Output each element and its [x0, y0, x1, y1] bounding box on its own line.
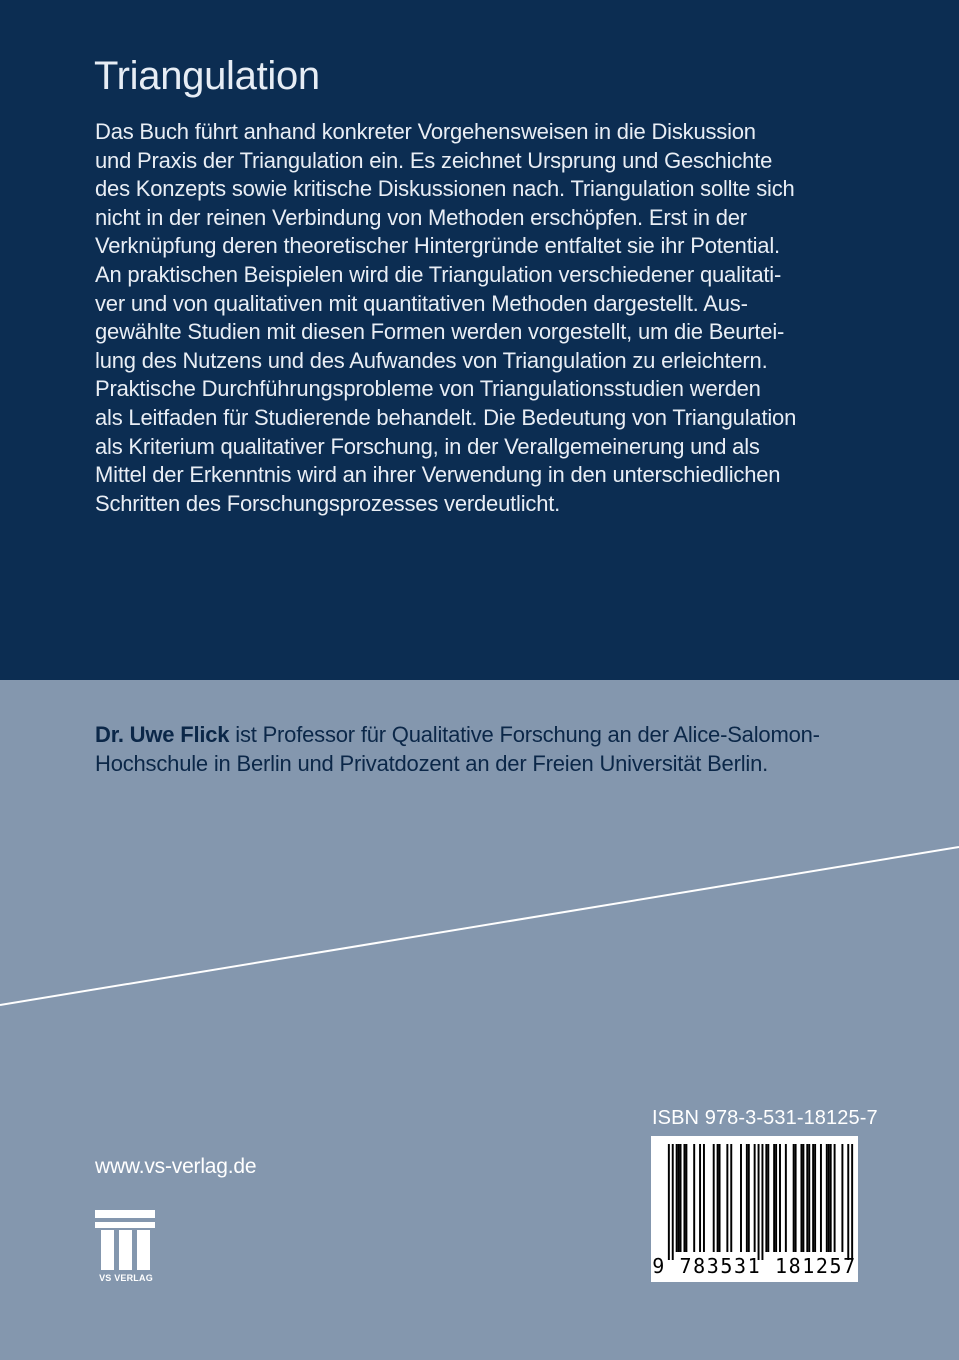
barcode-bar — [758, 1144, 760, 1260]
description-line: ver und von qualitativen mit quantitativen Methoden dargestellt. Aus- — [95, 290, 748, 316]
barcode-bar — [779, 1144, 781, 1252]
barcode-bar — [748, 1144, 750, 1252]
description-line: nicht in der reinen Verbindung von Methoden erschöpfen. Erst in der — [95, 204, 747, 230]
barcode-bar — [678, 1144, 680, 1252]
barcode-bar — [775, 1144, 777, 1252]
barcode-bar — [754, 1144, 756, 1252]
barcode-bar — [740, 1144, 742, 1252]
description-line: Mittel der Erkenntnis wird an ihrer Verwendung in den unterschiedlichen — [95, 462, 781, 488]
logo-text: VS VERLAG — [99, 1273, 153, 1283]
barcode-bar — [672, 1144, 674, 1260]
barcode-bar — [814, 1144, 816, 1252]
barcode — [651, 1136, 858, 1282]
description-line: als Leitfaden für Studierende behandelt. Die Bedeutung von Triangulation — [95, 404, 797, 430]
description-line: Das Buch führt anhand konkreter Vorgehensweisen in die Diskussion — [95, 119, 756, 144]
barcode-bar — [841, 1144, 843, 1252]
barcode-bar — [713, 1144, 715, 1252]
barcode-bar — [812, 1144, 814, 1252]
barcode-bar — [683, 1144, 685, 1252]
description-line: Praktische Durchführungsprobleme von Triangulationsstudien werden — [95, 376, 761, 402]
barcode-bar — [726, 1144, 728, 1252]
barcode-bar — [795, 1144, 797, 1252]
author-name: Dr. Uwe Flick — [95, 722, 230, 747]
barcode-bar — [676, 1144, 678, 1252]
author-bio-text: ist Professor für Qualitative Forschung an der Alice-Salomon- — [229, 722, 820, 747]
barcode-digits: 9 783531 181257 — [652, 1254, 857, 1278]
isbn-label: ISBN 978-3-531-18125-7 — [652, 1107, 878, 1129]
barcode-bar — [828, 1144, 830, 1252]
barcode-bar — [802, 1144, 804, 1252]
barcode-bar — [806, 1144, 808, 1252]
description-line: An praktischen Beispielen wird die Triangulation verschiedener qualitati- — [95, 261, 782, 287]
barcode-bar — [800, 1144, 802, 1252]
barcode-bar — [685, 1144, 687, 1252]
description-line: Verknüpfung deren theoretischer Hintergründe entfaltet sie ihr Potential. — [95, 233, 780, 259]
barcode-bar — [668, 1144, 670, 1260]
barcode-bar — [761, 1144, 763, 1260]
description-line: lung des Nutzens und des Aufwandes von Triangulation zu erleichtern. — [95, 347, 768, 373]
description-line: und Praxis der Triangulation ein. Es zeichnet Ursprung und Geschichte — [95, 147, 773, 173]
barcode-bar — [851, 1144, 853, 1260]
barcode-bar — [826, 1144, 828, 1252]
author-bio-line: Hochschule in Berlin und Privatdozent an der Freien Universität Berlin. — [95, 751, 769, 776]
book-title: Triangulation — [94, 54, 320, 98]
description-line: des Konzepts sowie kritische Diskussionen nach. Triangulation sollte sich — [95, 176, 795, 202]
barcode-bar — [834, 1144, 836, 1252]
publisher-url[interactable]: www.vs-verlag.de — [95, 1155, 257, 1178]
barcode-bar — [773, 1144, 775, 1252]
barcode-bar — [830, 1144, 832, 1252]
barcode-bar — [699, 1144, 701, 1252]
barcode-bar — [820, 1144, 822, 1252]
barcode-bar — [793, 1144, 795, 1252]
barcode-bar — [808, 1144, 810, 1252]
barcode-bar — [717, 1144, 719, 1252]
barcode-bar — [767, 1144, 769, 1252]
description-line: Schritten des Forschungsprozesses verdeutlicht. — [95, 490, 561, 516]
barcode-bar — [730, 1144, 732, 1252]
description-line: als Kriterium qualitativer Forschung, in der Verallgemeinerung und als — [95, 433, 760, 459]
barcode-bar — [765, 1144, 767, 1252]
barcode-bar — [693, 1144, 695, 1252]
barcode-bar — [680, 1144, 682, 1252]
barcode-bar — [719, 1144, 721, 1252]
barcode-bar — [847, 1144, 849, 1260]
barcode-bar — [746, 1144, 748, 1252]
barcode-bar — [785, 1144, 787, 1252]
description-line: gewählte Studien mit diesen Formen werden vorgestellt, um die Beurtei- — [95, 319, 785, 345]
barcode-bar — [703, 1144, 705, 1252]
